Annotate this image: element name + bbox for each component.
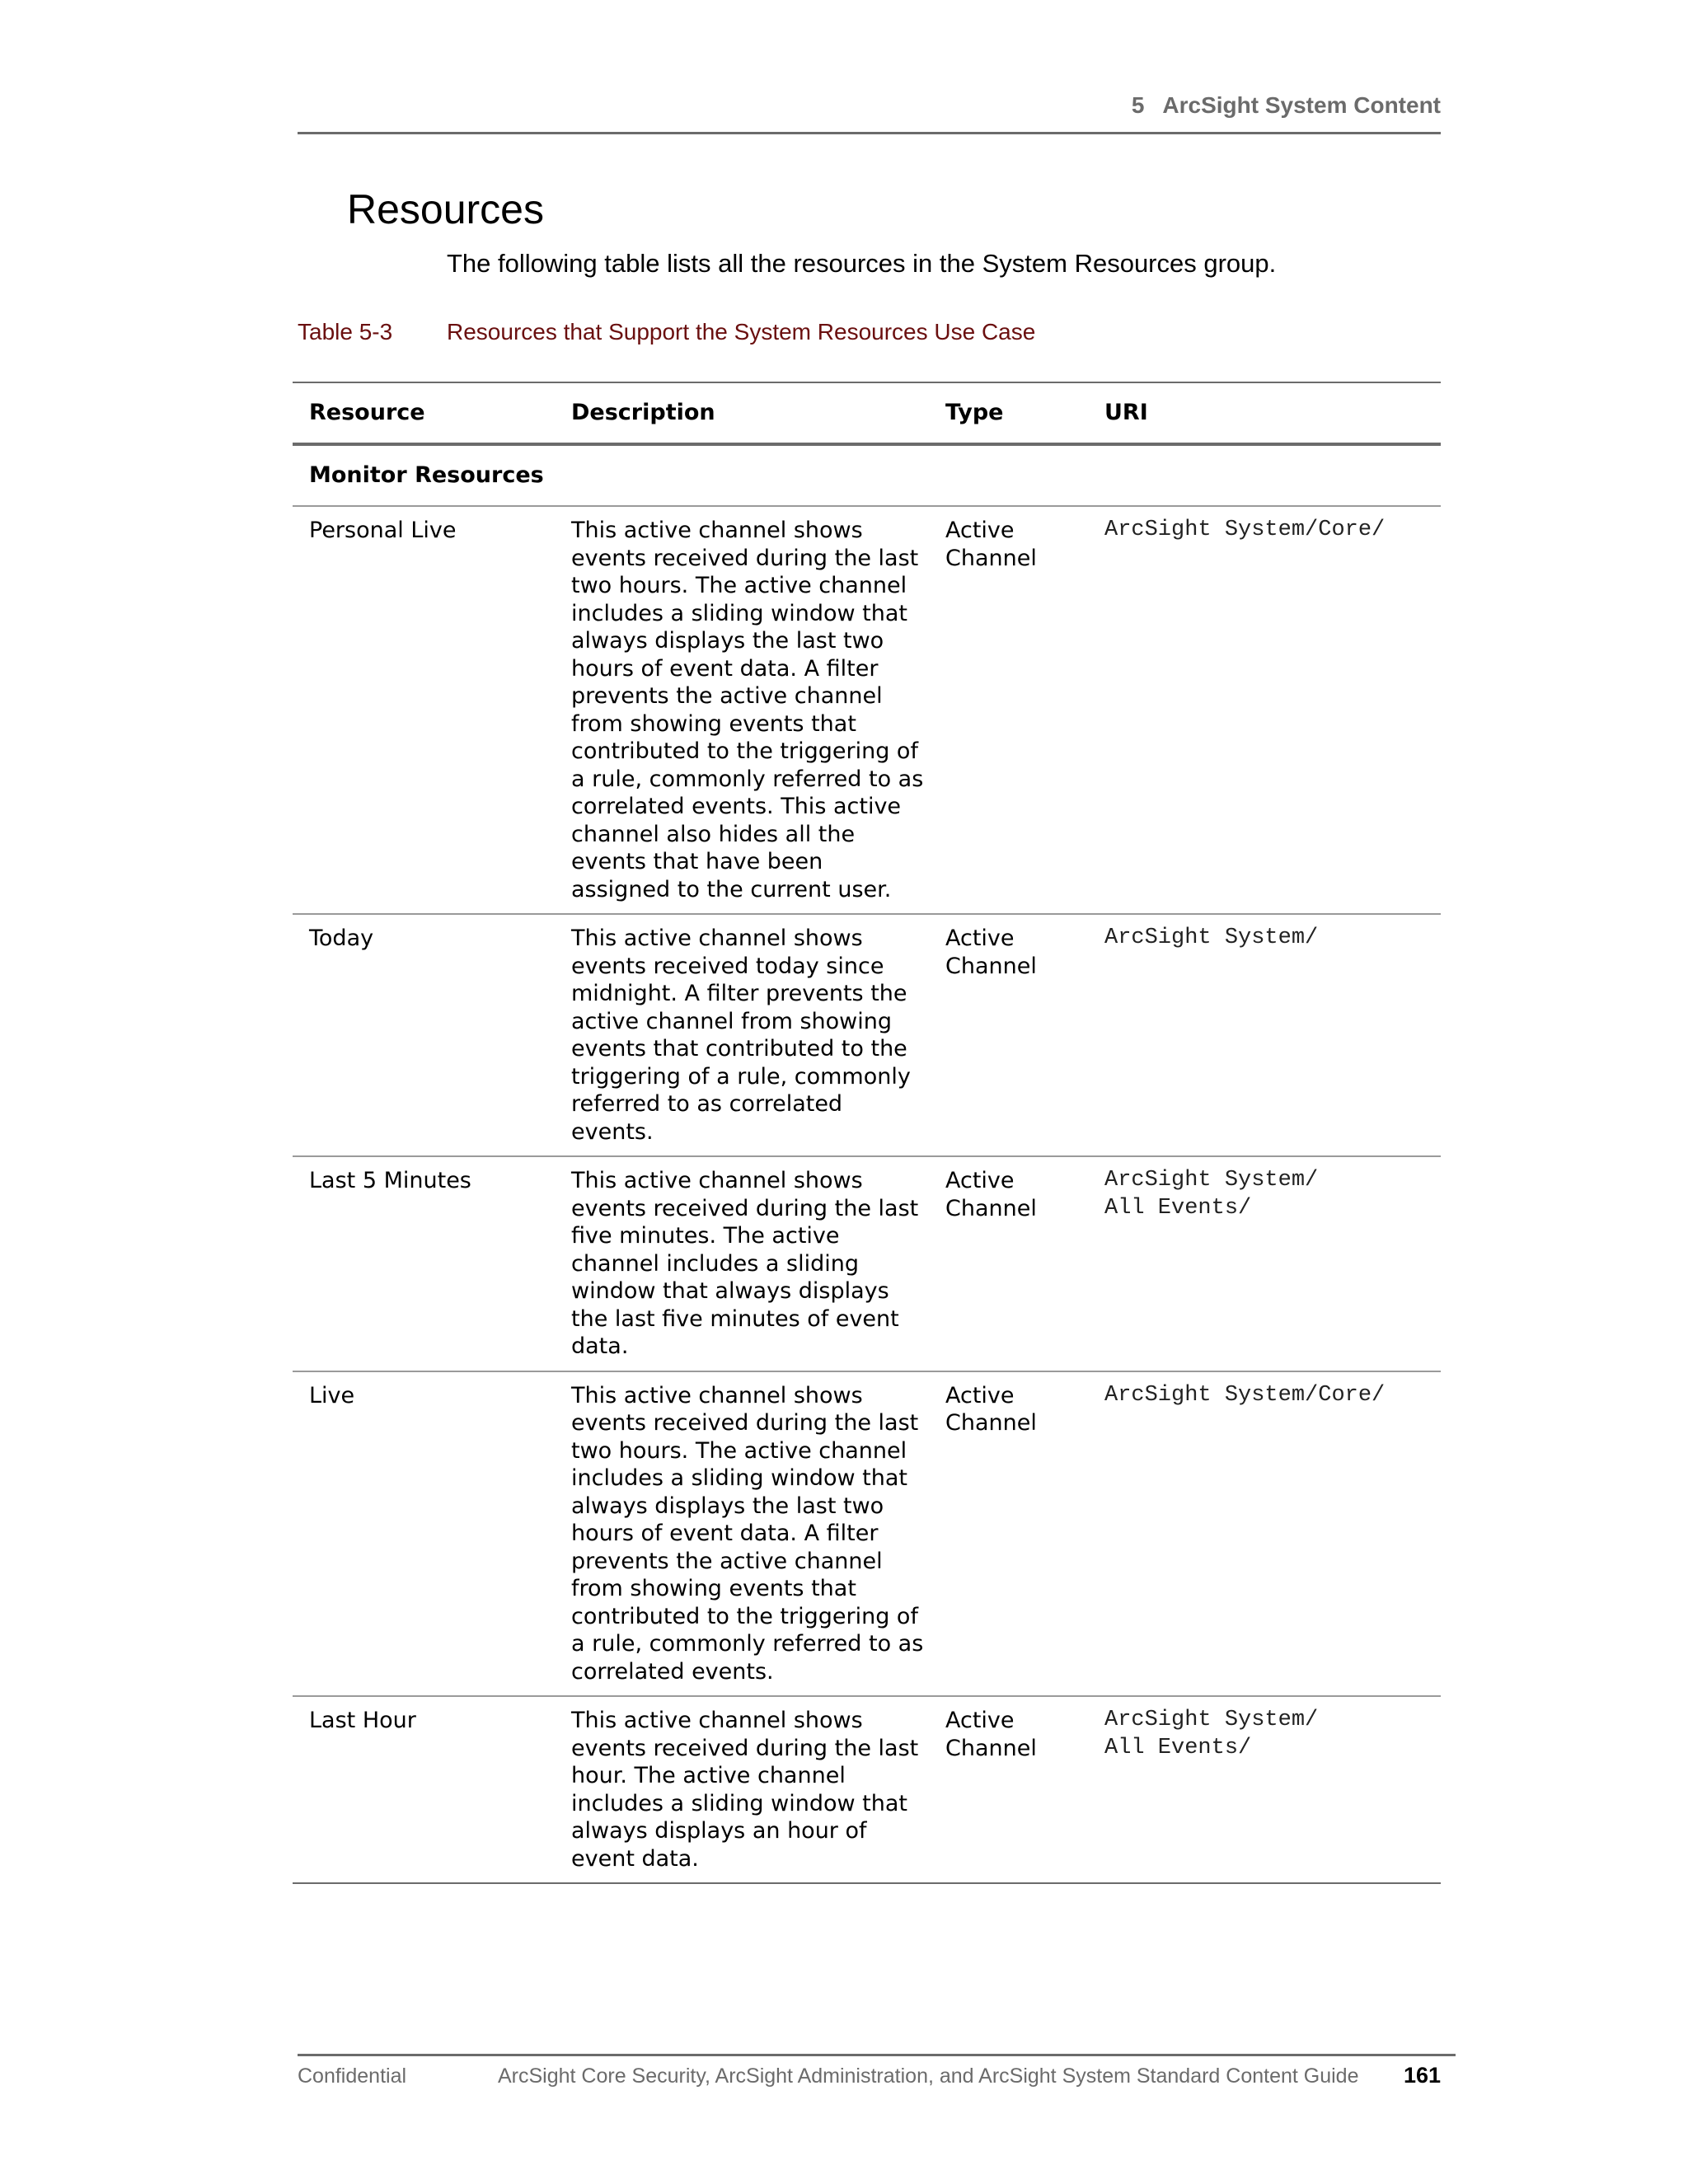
table-header-row — [293, 382, 1441, 444]
resources-table — [293, 382, 1441, 1884]
header-uri: URI — [1104, 382, 1441, 444]
resource-type: Active Channel — [945, 1696, 1104, 1883]
resource-uri: ArcSight System/Core/ — [1104, 506, 1441, 914]
table-caption — [298, 319, 1035, 345]
resource-name: Last Hour — [293, 1696, 571, 1883]
resource-type: Active Channel — [945, 506, 1104, 914]
resource-description: This active channel shows events received during the last two hours. The active channel includes a sliding window that always displays the last two hours of event data. A filter prevents the active channel from showing events that contributed to the triggering of a rule, commonly referred to as correlated events. — [571, 1371, 945, 1697]
table-row — [293, 1696, 1441, 1883]
chapter-title: ArcSight System Content — [1162, 92, 1441, 118]
resource-uri: ArcSight System/Core/ — [1104, 1371, 1441, 1697]
table-title: Resources that Support the System Resources Use Case — [447, 319, 1036, 344]
resource-description: This active channel shows events received during the last five minutes. The active channel includes a sliding window that always displays the last five minutes of event data. — [571, 1156, 945, 1371]
resource-name: Last 5 Minutes — [293, 1156, 571, 1371]
header-resource: Resource — [293, 382, 571, 444]
header-description: Description — [571, 382, 945, 444]
intro-paragraph: The following table lists all the resources in the System Resources group. — [447, 249, 1277, 278]
resource-description: This active channel shows events received during the last two hours. The active channel includes a sliding window that always displays the last two hours of event data. A filter prevents the active channel from showing events that contributed to the triggering of a rule, commonly referred to as correlated events. This active channel also hides all the events that have been assigned to the current user. — [571, 506, 945, 914]
group-label: Monitor Resources — [293, 444, 1441, 506]
resource-type: Active Channel — [945, 1371, 1104, 1697]
table-row — [293, 1156, 1441, 1371]
resource-uri: ArcSight System/ All Events/ — [1104, 1696, 1441, 1883]
footer-confidential: Confidential — [298, 2064, 407, 2088]
table-number: Table 5-3 — [298, 319, 393, 344]
running-header — [1132, 92, 1441, 119]
resource-name: Today — [293, 914, 571, 1156]
chapter-number: 5 — [1131, 92, 1145, 118]
table-row — [293, 506, 1441, 914]
group-row — [293, 444, 1441, 506]
table-row — [293, 1371, 1441, 1697]
page-footer — [298, 2054, 1456, 2088]
section-title: Resources — [347, 186, 544, 232]
resource-type: Active Channel — [945, 914, 1104, 1156]
resource-description: This active channel shows events received today since midnight. A filter prevents the active channel from showing events that contributed to the triggering of a rule, commonly referred to as correlated events. — [571, 914, 945, 1156]
footer-guide-title: ArcSight Core Security, ArcSight Administration, and ArcSight System Standard Content Guide — [498, 2064, 1359, 2088]
header-type: Type — [945, 382, 1104, 444]
resource-uri: ArcSight System/ — [1104, 914, 1441, 1156]
table-row — [293, 914, 1441, 1156]
resource-name: Personal Live — [293, 506, 571, 914]
page-header — [298, 92, 1441, 134]
page-number: 161 — [1403, 2063, 1441, 2088]
resource-uri: ArcSight System/ All Events/ — [1104, 1156, 1441, 1371]
resource-type: Active Channel — [945, 1156, 1104, 1371]
resource-description: This active channel shows events received during the last hour. The active channel includes a sliding window that always displays an hour of event data. — [571, 1696, 945, 1883]
resource-name: Live — [293, 1371, 571, 1697]
